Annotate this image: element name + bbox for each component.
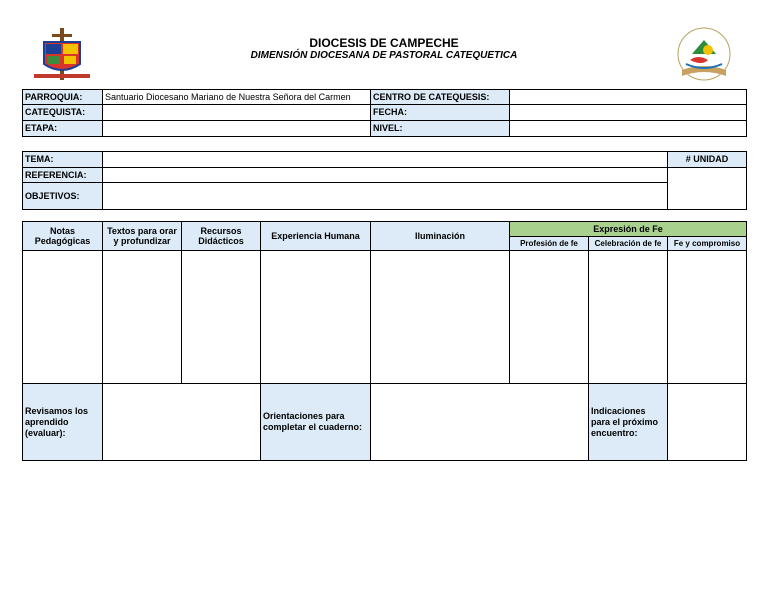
col-experiencia-humana: Experiencia Humana xyxy=(261,222,371,251)
centro-catequesis-field[interactable] xyxy=(510,90,747,105)
textos-cell[interactable] xyxy=(103,251,182,384)
indicaciones-field[interactable] xyxy=(668,384,747,461)
parroquia-value[interactable]: Santuario Diocesano Mariano de Nuestra Señora del Carmen xyxy=(103,90,371,105)
sub-fe-y-compromiso: Fe y compromiso xyxy=(668,237,747,251)
tema-label: TEMA: xyxy=(23,152,103,168)
expresion-de-fe-header: Expresión de Fe xyxy=(510,222,747,237)
revisamos-field[interactable] xyxy=(103,384,261,461)
compromiso-cell[interactable] xyxy=(668,251,747,384)
parroquia-label: PARROQUIA: xyxy=(23,90,103,105)
sub-profesion-de-fe: Profesión de fe xyxy=(510,237,589,251)
col-notas-pedagogicas: Notas Pedagógicas xyxy=(23,222,103,251)
document-title: DIOCESIS DE CAMPECHE xyxy=(309,36,459,50)
unidad-field[interactable] xyxy=(668,168,747,210)
orientaciones-label: Orientaciones para completar el cuaderno: xyxy=(261,384,371,461)
recursos-cell[interactable] xyxy=(182,251,261,384)
catequista-field[interactable] xyxy=(103,105,371,121)
catequista-label: CATEQUISTA: xyxy=(23,105,103,121)
tema-table xyxy=(22,151,747,210)
etapa-label: ETAPA: xyxy=(23,121,103,137)
celebracion-cell[interactable] xyxy=(589,251,668,384)
revisamos-label: Revisamos los aprendido (evaluar): xyxy=(23,384,103,461)
tema-field[interactable] xyxy=(103,152,668,168)
centro-catequesis-label: CENTRO DE CATEQUESIS: xyxy=(371,90,510,105)
info-table xyxy=(22,89,747,137)
referencia-label: REFERENCIA: xyxy=(23,168,103,183)
indicaciones-label: Indicaciones para el próximo encuentro: xyxy=(589,384,668,461)
sub-celebracion-de-fe: Celebración de fe xyxy=(589,237,668,251)
nivel-field[interactable] xyxy=(510,121,747,137)
etapa-field[interactable] xyxy=(103,121,371,137)
col-textos-orar: Textos para orar y profundizar xyxy=(103,222,182,251)
plan-table xyxy=(22,221,747,461)
unidad-label: # UNIDAD xyxy=(668,152,747,168)
nivel-label: NIVEL: xyxy=(371,121,510,137)
iluminacion-cell[interactable] xyxy=(371,251,510,384)
experiencia-cell[interactable] xyxy=(261,251,371,384)
fecha-field[interactable] xyxy=(510,105,747,121)
document-subtitle: DIMENSIÓN DIOCESANA DE PASTORAL CATEQUETICA xyxy=(250,50,518,61)
col-recursos-didacticos: Recursos Didácticos xyxy=(182,222,261,251)
objetivos-field[interactable] xyxy=(103,183,668,210)
notas-cell[interactable] xyxy=(23,251,103,384)
col-iluminacion: Iluminación xyxy=(371,222,510,251)
fecha-label: FECHA: xyxy=(371,105,510,121)
referencia-field[interactable] xyxy=(103,168,668,183)
orientaciones-field[interactable] xyxy=(371,384,589,461)
objetivos-label: OBJETIVOS: xyxy=(23,183,103,210)
profesion-cell[interactable] xyxy=(510,251,589,384)
